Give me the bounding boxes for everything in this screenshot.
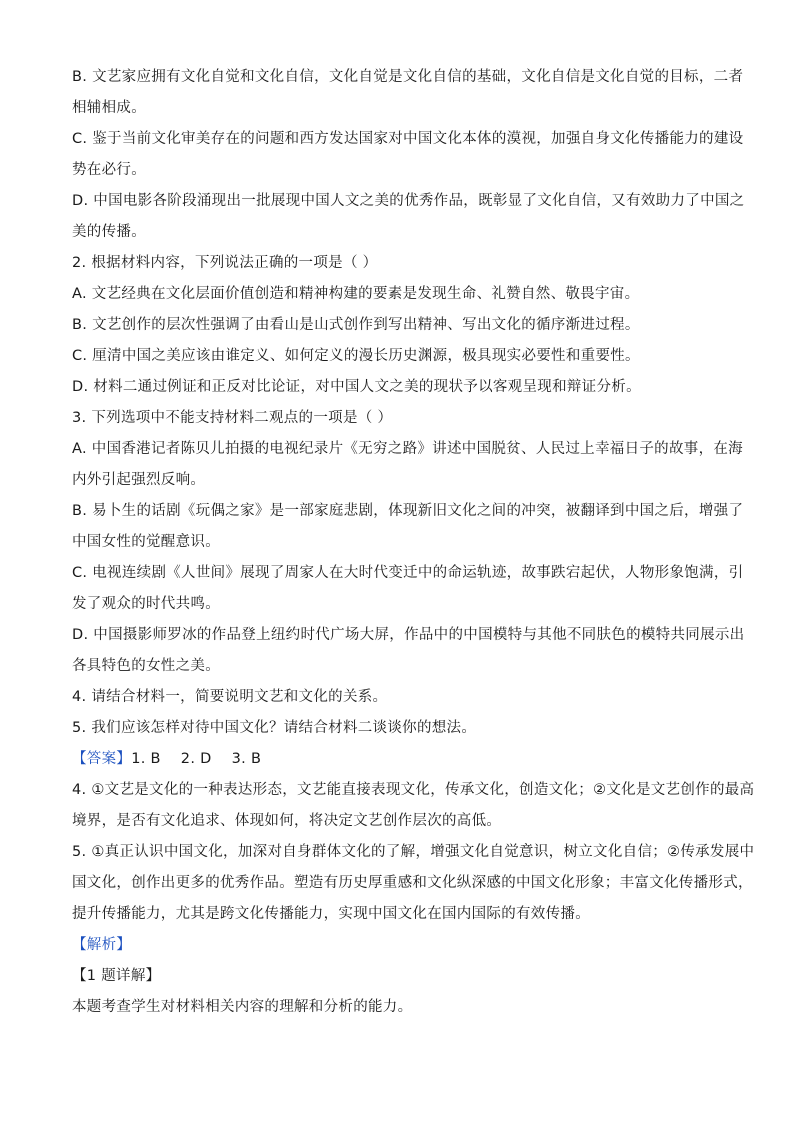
- question-5: 5. 我们应该怎样对待中国文化？请结合材料二谈谈你的想法。: [72, 720, 477, 736]
- answer-5-line-3: 提升传播能力，尤其是跨文化传播能力，实现中国文化在国内国际的有效传播。: [72, 906, 590, 922]
- answer-5-line-1: 5. ①真正认识中国文化，加深对自身群体文化的了解，增强文化自觉意识，树立文化自信；②传承发展中: [72, 844, 755, 860]
- analysis-tag: 【解析】: [72, 937, 132, 953]
- answer-5-line-2: 国文化，创作出更多的优秀作品。塑造有历史厚重感和文化纵深感的中国文化形象；丰富文化传播形式，: [72, 875, 753, 891]
- question-4: 4. 请结合材料一，简要说明文艺和文化的关系。: [72, 689, 388, 705]
- option-b-line-2: 相辅相成。: [72, 100, 146, 116]
- q3-option-c-line-2: 发了观众的时代共鸣。: [72, 596, 220, 612]
- q3-option-a-line-1: A. 中国香港记者陈贝儿拍摄的电视纪录片《无穷之路》讲述中国脱贫、人民过上幸福日子的故事，在海: [72, 441, 743, 457]
- option-c-line-2: 势在必行。: [72, 162, 146, 178]
- document-page: [72, 62, 755, 1023]
- detail-heading: 【1 题详解】: [72, 968, 161, 984]
- option-d-line-2: 美的传播。: [72, 224, 146, 240]
- q2-option-d: D. 材料二通过例证和正反对比论证，对中国人文之美的现状予以客观呈现和辩证分析。: [72, 379, 641, 395]
- option-b-line-1: B. 文艺家应拥有文化自觉和文化自信，文化自觉是文化自信的基础，文化自信是文化自觉的目标，二者: [72, 69, 744, 85]
- answer-item-3: 3. B: [231, 751, 262, 767]
- answer-tag: 【答案】: [72, 751, 132, 767]
- option-c-line-1: C. 鉴于当前文化审美存在的问题和西方发达国家对中国文化本体的漠视，加强自身文化传播能力的建设: [72, 131, 744, 147]
- option-d-line-1: D. 中国电影各阶段涌现出一批展现中国人文之美的优秀作品，既彰显了文化自信，又有效助力了中国之: [72, 193, 745, 209]
- question-2: 2. 根据材料内容，下列说法正确的一项是（ ）: [72, 255, 378, 271]
- answer-4-line-1: 4. ①文艺是文化的一种表达形态，文艺能直接表现文化，传承文化，创造文化；②文化是文艺创作的最高: [72, 782, 755, 798]
- q2-option-c: C. 厘清中国之美应该由谁定义、如何定义的漫长历史渊源，极具现实必要性和重要性。: [72, 348, 640, 364]
- answer-row: [72, 744, 724, 775]
- q3-option-b-line-1: B. 易卜生的话剧《玩偶之家》是一部家庭悲剧，体现新旧文化之间的冲突，被翻译到中国之后，增强了: [72, 503, 744, 519]
- question-3: 3. 下列选项中不能支持材料二观点的一项是（ ）: [72, 410, 393, 426]
- q2-option-a: A. 文艺经典在文化层面价值创造和精神构建的要素是发现生命、礼赞自然、敬畏宇宙。: [72, 286, 640, 302]
- q2-option-b: B. 文艺创作的层次性强调了由看山是山式创作到写出精神、写出文化的循序渐进过程。: [72, 317, 640, 333]
- detail-text: 本题考查学生对材料相关内容的理解和分析的能力。: [72, 999, 413, 1015]
- q3-option-d-line-2: 各具特色的女性之美。: [72, 658, 220, 674]
- q3-option-a-line-2: 内外引起强烈反响。: [72, 472, 206, 488]
- answer-item-1: 1. B: [131, 751, 161, 767]
- q3-option-d-line-1: D. 中国摄影师罗冰的作品登上纽约时代广场大屏，作品中的中国模特与其他不同肤色的模特共同展示出: [72, 627, 745, 643]
- answer-4-line-2: 境界，是否有文化追求、体现如何，将决定文艺创作层次的高低。: [72, 813, 502, 829]
- q3-option-c-line-1: C. 电视连续剧《人世间》展现了周家人在大时代变迁中的命运轨迹，故事跌宕起伏，人物形象饱满，引: [72, 565, 744, 581]
- q3-option-b-line-2: 中国女性的觉醒意识。: [72, 534, 220, 550]
- answer-item-2: 2. D: [180, 751, 212, 767]
